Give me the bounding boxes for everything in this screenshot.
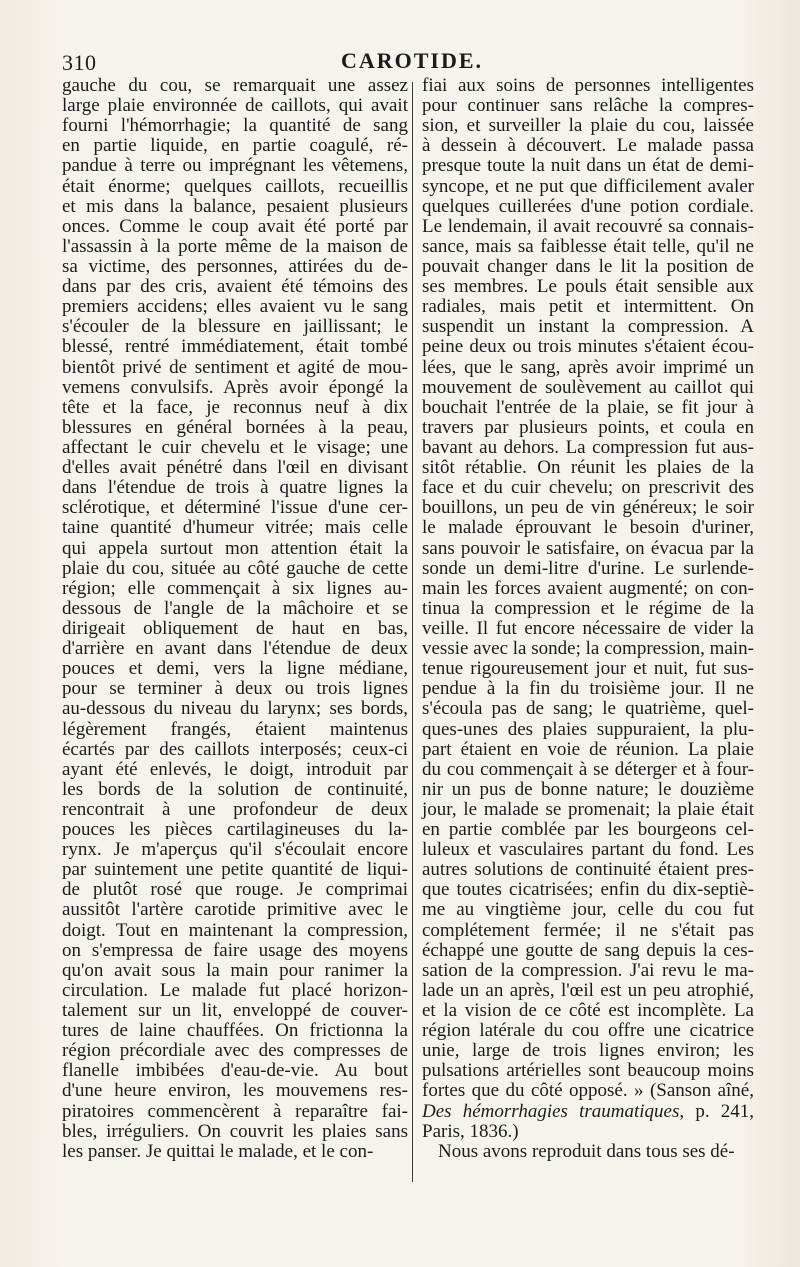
text-line: ques-unes des plaies suppuraient, la plu- xyxy=(422,718,754,740)
text-line: pendue à la fin du troisième jour. Il ne xyxy=(422,678,754,700)
text-line: jour, le malade se promenait; la plaie était xyxy=(422,798,754,820)
text-line: pouces les pièces cartilagineuses du la- xyxy=(62,819,408,841)
text-line: sion, et surveiller la plaie du cou, laissée xyxy=(422,115,754,137)
text-line: unie, large de trois lignes environ; les xyxy=(422,1040,754,1062)
text-line: rynx. Je m'aperçus qu'il s'écoulait encore xyxy=(62,839,408,861)
text-line: me au vingtième jour, celle du cou fut xyxy=(422,899,754,921)
text-line: le malade éprouvant le besoin d'uriner, xyxy=(422,517,754,539)
text-line: d'arrière en avant dans l'étendue de deux xyxy=(62,638,408,660)
text-line: fortes que du côté opposé. » (Sanson aîné, xyxy=(422,1080,754,1102)
text-line: suspendit un instant la compression. A xyxy=(422,316,754,338)
text-line: les bords de la solution de continuité, xyxy=(62,778,408,800)
text-line: talement sur un lit, enveloppé de couver- xyxy=(62,1000,408,1022)
text-line: nir un pus de bonne nature; le douzième xyxy=(422,778,754,800)
text-line: tures de laine chauffées. On frictionna la xyxy=(62,1020,408,1042)
page-number: 310 xyxy=(62,50,97,75)
text-line: s'écoula pas de sang; le quatrième, quel- xyxy=(422,698,754,720)
text-line: Le lendemain, il avait recouvré sa connais- xyxy=(422,215,754,237)
text-line: ses membres. Le pouls était sensible aux xyxy=(422,276,754,298)
text-line: échappé une goutte de sang depuis la ces- xyxy=(422,939,754,961)
running-title: CAROTIDE. xyxy=(340,48,484,73)
text-line: face et du cuir chevelu; on prescrivit des xyxy=(422,477,754,499)
text-line: peine deux ou trois minutes s'étaient écou- xyxy=(422,336,754,358)
text-line: lées, que le sang, après avoir imprimé un xyxy=(422,356,754,378)
text-line: tête et la face, je reconnus neuf à dix xyxy=(62,396,408,418)
text-line: bavant au dehors. La compression fut aus- xyxy=(422,436,754,458)
text-line: d'une heure environ, les mouvemens res- xyxy=(62,1080,408,1102)
text-line: et la vision de ce côté est incomplète. La xyxy=(422,1000,754,1022)
text-line: sance, mais sa faiblesse était telle, qu'il ne xyxy=(422,235,754,257)
text-line: au-dessous du niveau du larynx; ses bords, xyxy=(62,698,408,720)
text-line: d'elles avait pénétré dans l'œil en divisant xyxy=(62,457,408,479)
text-column-left xyxy=(62,76,408,1162)
text-line: affectant le cuir chevelu et le visage; une xyxy=(62,436,408,458)
text-line: par suintement une petite quantité de liqui- xyxy=(62,859,408,881)
text-line: sclérotique, et déterminé l'issue d'une cer- xyxy=(62,497,408,519)
text-line: région latérale du cou offre une cicatrice xyxy=(422,1020,754,1042)
text-line: ayant été enlevés, le doigt, introduit par xyxy=(62,758,408,780)
text-line: sa victime, des personnes, attirées du de- xyxy=(62,255,408,277)
text-line: rencontrait à une profondeur de deux xyxy=(62,798,408,820)
text-line: s'écouler de la blessure en jaillissant; le xyxy=(62,316,408,338)
text-line: les panser. Je quittai le malade, et le con- xyxy=(62,1140,374,1162)
text-line: sans pouvoir le satisfaire, on évacua par la xyxy=(422,537,754,559)
text-line: lade un an après, l'œil est un peu atrophié, xyxy=(422,979,754,1001)
text-line: fiai aux soins de personnes intelligentes xyxy=(422,75,754,96)
text-line: pour continuer sans relâche la compres- xyxy=(422,95,754,117)
text-line: légèrement frangés, étaient maintenus xyxy=(62,718,408,740)
text-line: veille. Il fut encore nécessaire de vider la xyxy=(422,617,754,639)
text-line: bles, irréguliers. On couvrit les plaies sans xyxy=(62,1120,408,1142)
text-line: fourni l'hémorrhagie; la quantité de sang xyxy=(62,115,408,137)
text-line: large plaie environnée de caillots, qui avait xyxy=(62,95,408,117)
text-line: écartés par des caillots interposés; ceux-ci xyxy=(62,738,408,760)
text-line: à dessein à découvert. Le malade passa xyxy=(422,135,754,157)
text-line: Des hémorrhagies traumatiques, p. 241, xyxy=(422,1100,754,1122)
text-line: vessie avec la sonde; la compression, main- xyxy=(422,638,754,660)
text-line: gauche du cou, se remarquait une assez xyxy=(62,75,408,96)
text-line: pandue à terre ou imprégnant les vêtemens, xyxy=(62,155,408,177)
text-line: main les forces avaient augmenté; on con- xyxy=(422,577,754,599)
text-line: tinua la compression et le régime de la xyxy=(422,597,754,619)
text-line: en partie liquide, en partie coagulé, ré- xyxy=(62,135,408,157)
text-line: onces. Comme le coup avait été porté par xyxy=(62,215,408,237)
text-line: circulation. Le malade fut placé horizon- xyxy=(62,979,408,1001)
text-line: syncope, et ne put que difficilement avaler xyxy=(422,175,754,197)
text-line: autres solutions de continuité étaient pres- xyxy=(422,859,754,881)
text-line: presque toute la nuit dans un état de demi- xyxy=(422,155,754,177)
text-line: blessé, rentré immédiatement, était tombé xyxy=(62,336,408,358)
text-line: bientôt privé de sentiment et agité de mou- xyxy=(62,356,408,378)
text-line: radiales, mais petit et intermittent. On xyxy=(422,296,754,318)
text-line: sonde un demi-litre d'urine. Le surlende- xyxy=(422,557,754,579)
text-line: part étaient en voie de réunion. La plaie xyxy=(422,738,754,760)
text-line: Nous avons reproduit dans tous ses dé- xyxy=(438,1140,735,1162)
text-line: qui appela surtout mon attention était la xyxy=(62,537,408,559)
text-line: quelques cuillerées d'une potion cordiale. xyxy=(422,195,754,217)
text-line: du cou commençait à se déterger et à four- xyxy=(422,758,754,780)
text-line: était énorme; quelques caillots, recueillis xyxy=(62,175,408,197)
text-line: taine quantité d'humeur vitrée; mais celle xyxy=(62,517,408,539)
text-line: vemens convulsifs. Après avoir épongé la xyxy=(62,376,408,398)
text-line: dessous de l'angle de la mâchoire et se xyxy=(62,597,408,619)
text-line: que toutes cicatrisées; enfin du dix-septiè- xyxy=(422,879,754,901)
text-line: région précordiale avec des compresses de xyxy=(62,1040,408,1062)
text-line: bouillons, un peu de vin généreux; le soir xyxy=(422,497,754,519)
text-line: travers par plusieurs points, et coula en xyxy=(422,416,754,438)
text-line: pour se terminer à deux ou trois lignes xyxy=(62,678,408,700)
text-line: dirigeait obliquement de haut en bas, xyxy=(62,617,408,639)
text-line: sation de la compression. J'ai revu le ma- xyxy=(422,959,754,981)
text-line: blessures en général bornées à la peau, xyxy=(62,416,408,438)
text-line: flanelle imbibées d'eau-de-vie. Au bout xyxy=(62,1060,408,1082)
text-line: pouvait changer dans le lit la position de xyxy=(422,255,754,277)
text-line: tenue rigoureusement jour et nuit, fut sus- xyxy=(422,658,754,680)
text-line: Paris, 1836.) xyxy=(422,1120,519,1142)
text-line: région; elle commençait à six lignes au- xyxy=(62,577,408,599)
text-line: sitôt rétablie. On réunit les plaies de la xyxy=(422,457,754,479)
text-line: l'assassin à la porte même de la maison de xyxy=(62,235,408,257)
text-column-right xyxy=(422,76,754,1162)
column-divider xyxy=(412,82,413,1182)
text-line: luleux et vasculaires partant du fond. Les xyxy=(422,839,754,861)
text-line: en partie comblée par les bourgeons cel- xyxy=(422,819,754,841)
text-line: dans l'étendue de trois à quatre lignes la xyxy=(62,477,408,499)
text-line: de plutôt rosé que rouge. Je comprimai xyxy=(62,879,408,901)
text-line: pulsations artérielles sont beaucoup moins xyxy=(422,1060,754,1082)
text-line: doigt. Tout en maintenant la compression, xyxy=(62,919,408,941)
text-line: on s'empressa de faire usage des moyens xyxy=(62,939,408,961)
text-line: et mis dans la balance, pesaient plusieurs xyxy=(62,195,408,217)
text-line: premiers accidens; elles avaient vu le sang xyxy=(62,296,408,318)
text-line: plaie du cou, située au côté gauche de cette xyxy=(62,557,408,579)
text-line: qu'on avait sous la main pour ranimer la xyxy=(62,959,408,981)
text-line: piratoires commencèrent à reparaître fai- xyxy=(62,1100,408,1122)
text-line: bouchait l'entrée de la plaie, se fit jour à xyxy=(422,396,754,418)
text-line: complétement fermée; il ne s'était pas xyxy=(422,919,754,941)
text-line: pouces et demi, vers la ligne médiane, xyxy=(62,658,408,680)
text-line: mouvement de soulèvement au caillot qui xyxy=(422,376,754,398)
text-line: dans par des cris, avaient été témoins des xyxy=(62,276,408,298)
text-line: aussitôt l'artère carotide primitive avec le xyxy=(62,899,408,921)
